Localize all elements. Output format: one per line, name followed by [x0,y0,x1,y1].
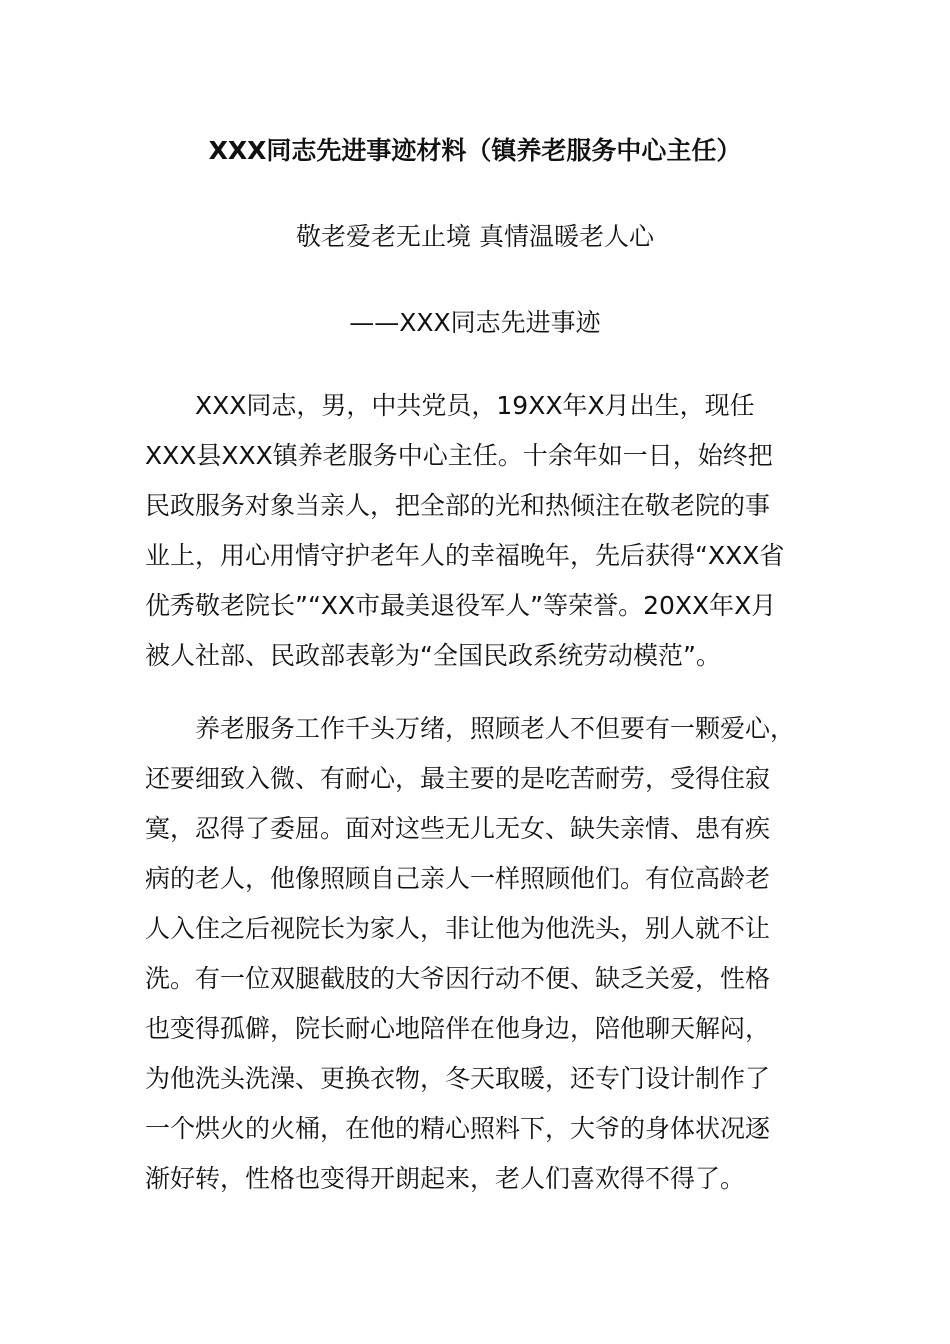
paragraph-line: 渐好转，性格也变得开朗起来，老人们喜欢得不得了。 [145,1164,746,1193]
paragraph-line: 优秀敬老院长”“XX市最美退役军人”等荣誉。20XX年X月 [145,591,777,620]
paragraph-line: 养老服务工作千头万绪，照顾老人不但要有一颗爱心， [195,714,796,743]
paragraph-line: 人入住之后视院长为家人，非让他为他洗头，别人就不让 [145,914,771,943]
paragraph-line: 病的老人，他像照顾自己亲人一样照顾他们。有位高龄老 [145,864,771,893]
paragraph-line: XXX县XXX镇养老服务中心主任。十余年如一日，始终把 [145,441,773,470]
paragraph-line: 民政服务对象当亲人，把全部的光和热倾注在敬老院的事 [145,491,771,520]
paragraph-2 [145,704,805,1204]
paragraph-line: 洗。有一位双腿截肢的大爷因行动不便、缺乏关爱，性格 [145,964,771,993]
document-subtitle: 敬老爱老无止境 真情温暖老人心 [296,222,654,251]
document-byline: ——XXX同志先进事迹 [349,308,601,337]
paragraph-1 [145,381,805,681]
document-title: XXX同志先进事迹材料（镇养老服务中心主任） [208,136,742,165]
paragraph-line: 寞，忍得了委屈。面对这些无儿无女、缺失亲情、患有疾 [145,814,771,843]
paragraph-line: 为他洗头洗澡、更换衣物，冬天取暖，还专门设计制作了 [145,1064,771,1093]
paragraph-line: 一个烘火的火桶，在他的精心照料下，大爷的身体状况逐 [145,1114,771,1143]
paragraph-line: 被人社部、民政部表彰为“全国民政系统劳动模范”。 [145,641,721,670]
paragraph-line: 还要细致入微、有耐心，最主要的是吃苦耐劳，受得住寂 [145,764,771,793]
document-body [145,126,805,1204]
paragraph-spacer [145,681,805,704]
paragraph-line: 也变得孤僻，院长耐心地陪伴在他身边，陪他聊天解闷， [145,1014,771,1043]
paragraph-line: XXX同志，男，中共党员，19XX年X月出生，现任 [195,391,755,420]
paragraph-line: 业上，用心用情守护老年人的幸福晚年，先后获得“XXX省 [145,541,785,570]
